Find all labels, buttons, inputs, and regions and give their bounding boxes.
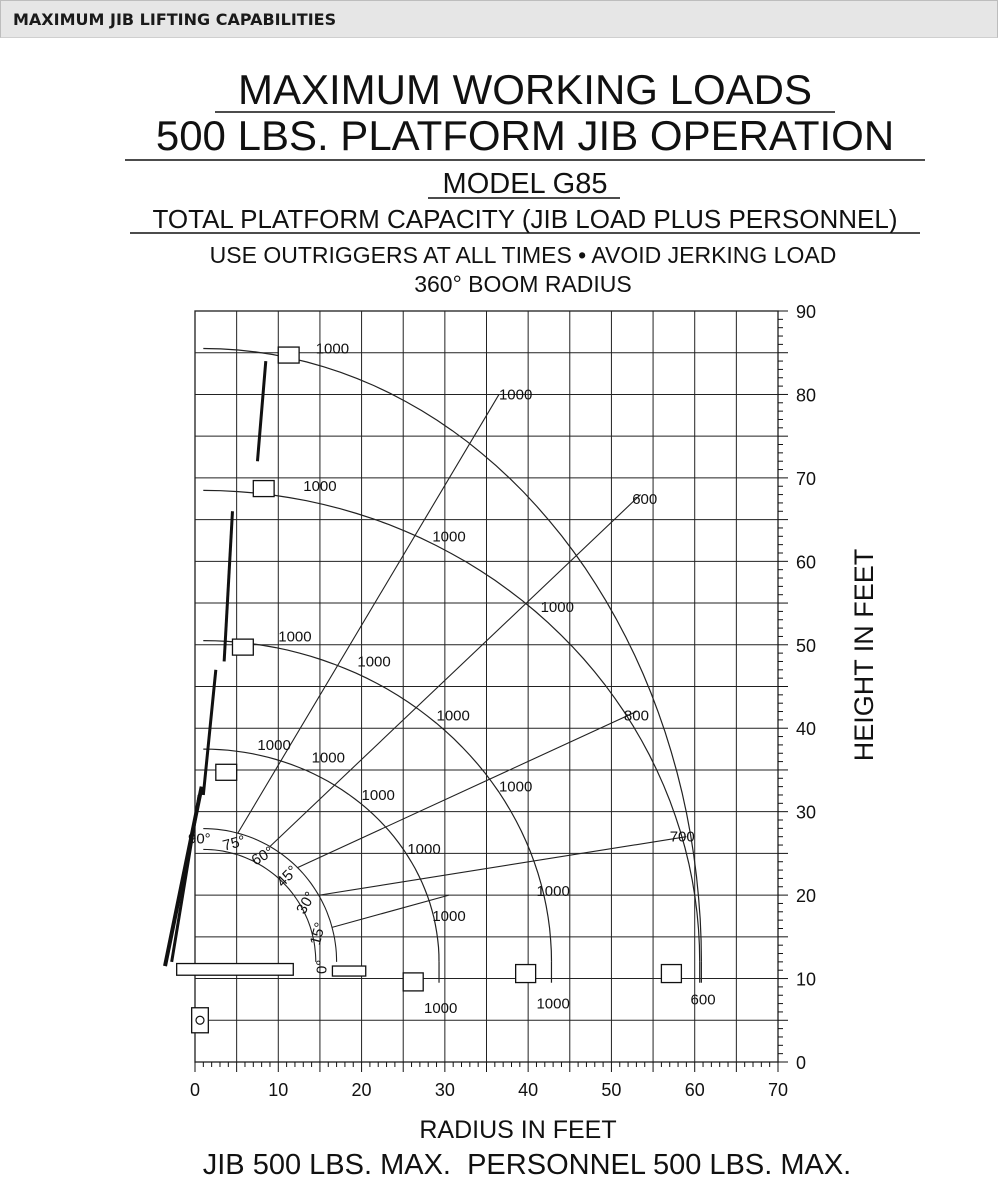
turret-base bbox=[192, 1008, 209, 1033]
chart-subtitle: 500 LBS. PLATFORM JIB OPERATION bbox=[155, 112, 895, 159]
rated-load-label: 1000 bbox=[432, 907, 466, 925]
work-platform bbox=[232, 639, 253, 655]
boom-section bbox=[203, 670, 215, 795]
x-tick-label: 10 bbox=[268, 1080, 289, 1100]
y-tick-label: 40 bbox=[796, 719, 817, 740]
boom-angle-label: 60° bbox=[248, 843, 277, 870]
boom-angle-label: 30° bbox=[293, 888, 320, 918]
chart-title: MAXIMUM WORKING LOADS bbox=[237, 66, 813, 113]
y-axis-title: HEIGHT IN FEET bbox=[849, 548, 879, 762]
boom-angle-label: 45° bbox=[273, 862, 302, 891]
boom-angle-ray bbox=[238, 394, 499, 833]
x-tick-label: 60 bbox=[684, 1080, 705, 1100]
rated-load-label: 1000 bbox=[407, 841, 441, 859]
work-platform bbox=[216, 764, 237, 780]
capacity-note: TOTAL PLATFORM CAPACITY (JIB LOAD PLUS PERSONNEL) bbox=[152, 204, 898, 234]
rated-load-label: 1000 bbox=[361, 786, 395, 804]
rated-load-label: 1000 bbox=[257, 736, 291, 754]
rated-load-label: 1000 bbox=[540, 599, 574, 617]
boom-angle-label: 15° bbox=[306, 920, 330, 947]
work-platform bbox=[403, 973, 423, 991]
x-tick-label: 0 bbox=[189, 1080, 201, 1100]
x-axis-title: RADIUS IN FEET bbox=[419, 1116, 617, 1144]
boom-angle-label: 0° bbox=[313, 959, 331, 975]
rated-load-label: 1000 bbox=[278, 628, 312, 646]
rated-load-label: 700 bbox=[669, 828, 695, 846]
boom-section bbox=[257, 361, 265, 461]
work-platform bbox=[278, 347, 299, 363]
y-tick-label: 20 bbox=[796, 886, 817, 907]
footer-note: JIB 500 LBS. MAX. PERSONNEL 500 LBS. MAX. bbox=[202, 1149, 852, 1181]
boom-angle-ray bbox=[319, 837, 687, 896]
rated-load-label: 800 bbox=[623, 707, 649, 725]
rated-load-label: 1000 bbox=[536, 882, 570, 900]
rated-load-label: 1000 bbox=[498, 778, 533, 796]
work-platform bbox=[661, 965, 681, 983]
rated-load-label: 1000 bbox=[536, 995, 570, 1013]
boom-angle-ray bbox=[298, 712, 637, 868]
x-tick-label: 40 bbox=[518, 1080, 539, 1100]
rated-load-label: 1000 bbox=[424, 999, 458, 1017]
y-tick-label: 30 bbox=[796, 802, 817, 823]
rated-load-label: 1000 bbox=[315, 340, 350, 358]
y-tick-label: 10 bbox=[796, 969, 817, 990]
instruction-2: 360° BOOM RADIUS bbox=[414, 271, 632, 297]
x-tick-label: 50 bbox=[601, 1080, 622, 1100]
boom-angle-label: 75° bbox=[220, 832, 248, 855]
rated-load-label: 1000 bbox=[311, 749, 345, 767]
boom-extension bbox=[332, 966, 365, 976]
horizontal-boom bbox=[177, 964, 294, 976]
work-platform bbox=[516, 965, 536, 983]
x-tick-label: 70 bbox=[767, 1080, 789, 1100]
rated-load-label: 1000 bbox=[357, 653, 391, 671]
rated-load-label: 1000 bbox=[436, 707, 470, 725]
y-tick-label: 70 bbox=[796, 468, 817, 489]
y-tick-label: 80 bbox=[796, 385, 817, 406]
boom-angle-ray bbox=[270, 495, 641, 847]
rated-load-label: 1000 bbox=[303, 478, 337, 496]
rated-load-label: 1000 bbox=[498, 386, 533, 404]
y-tick-label: 50 bbox=[796, 635, 817, 656]
work-platform bbox=[253, 481, 274, 497]
rated-load-label: 600 bbox=[632, 490, 658, 508]
main-boom bbox=[165, 787, 202, 966]
x-tick-label: 30 bbox=[434, 1080, 455, 1100]
model-label: MODEL G85 bbox=[442, 168, 608, 200]
instruction-1: USE OUTRIGGERS AT ALL TIMES • AVOID JERKING LOAD bbox=[209, 242, 837, 268]
boom-angle-label: 90° bbox=[187, 830, 211, 848]
boom-section bbox=[224, 511, 232, 661]
y-tick-label: 90 bbox=[796, 302, 817, 322]
y-tick-label: 0 bbox=[796, 1053, 807, 1073]
y-tick-label: 60 bbox=[796, 552, 817, 573]
x-tick-label: 20 bbox=[351, 1080, 372, 1100]
rated-load-label: 600 bbox=[690, 991, 716, 1009]
panel-title: MAXIMUM JIB LIFTING CAPABILITIES bbox=[13, 10, 337, 29]
rated-load-label: 1000 bbox=[432, 528, 466, 546]
